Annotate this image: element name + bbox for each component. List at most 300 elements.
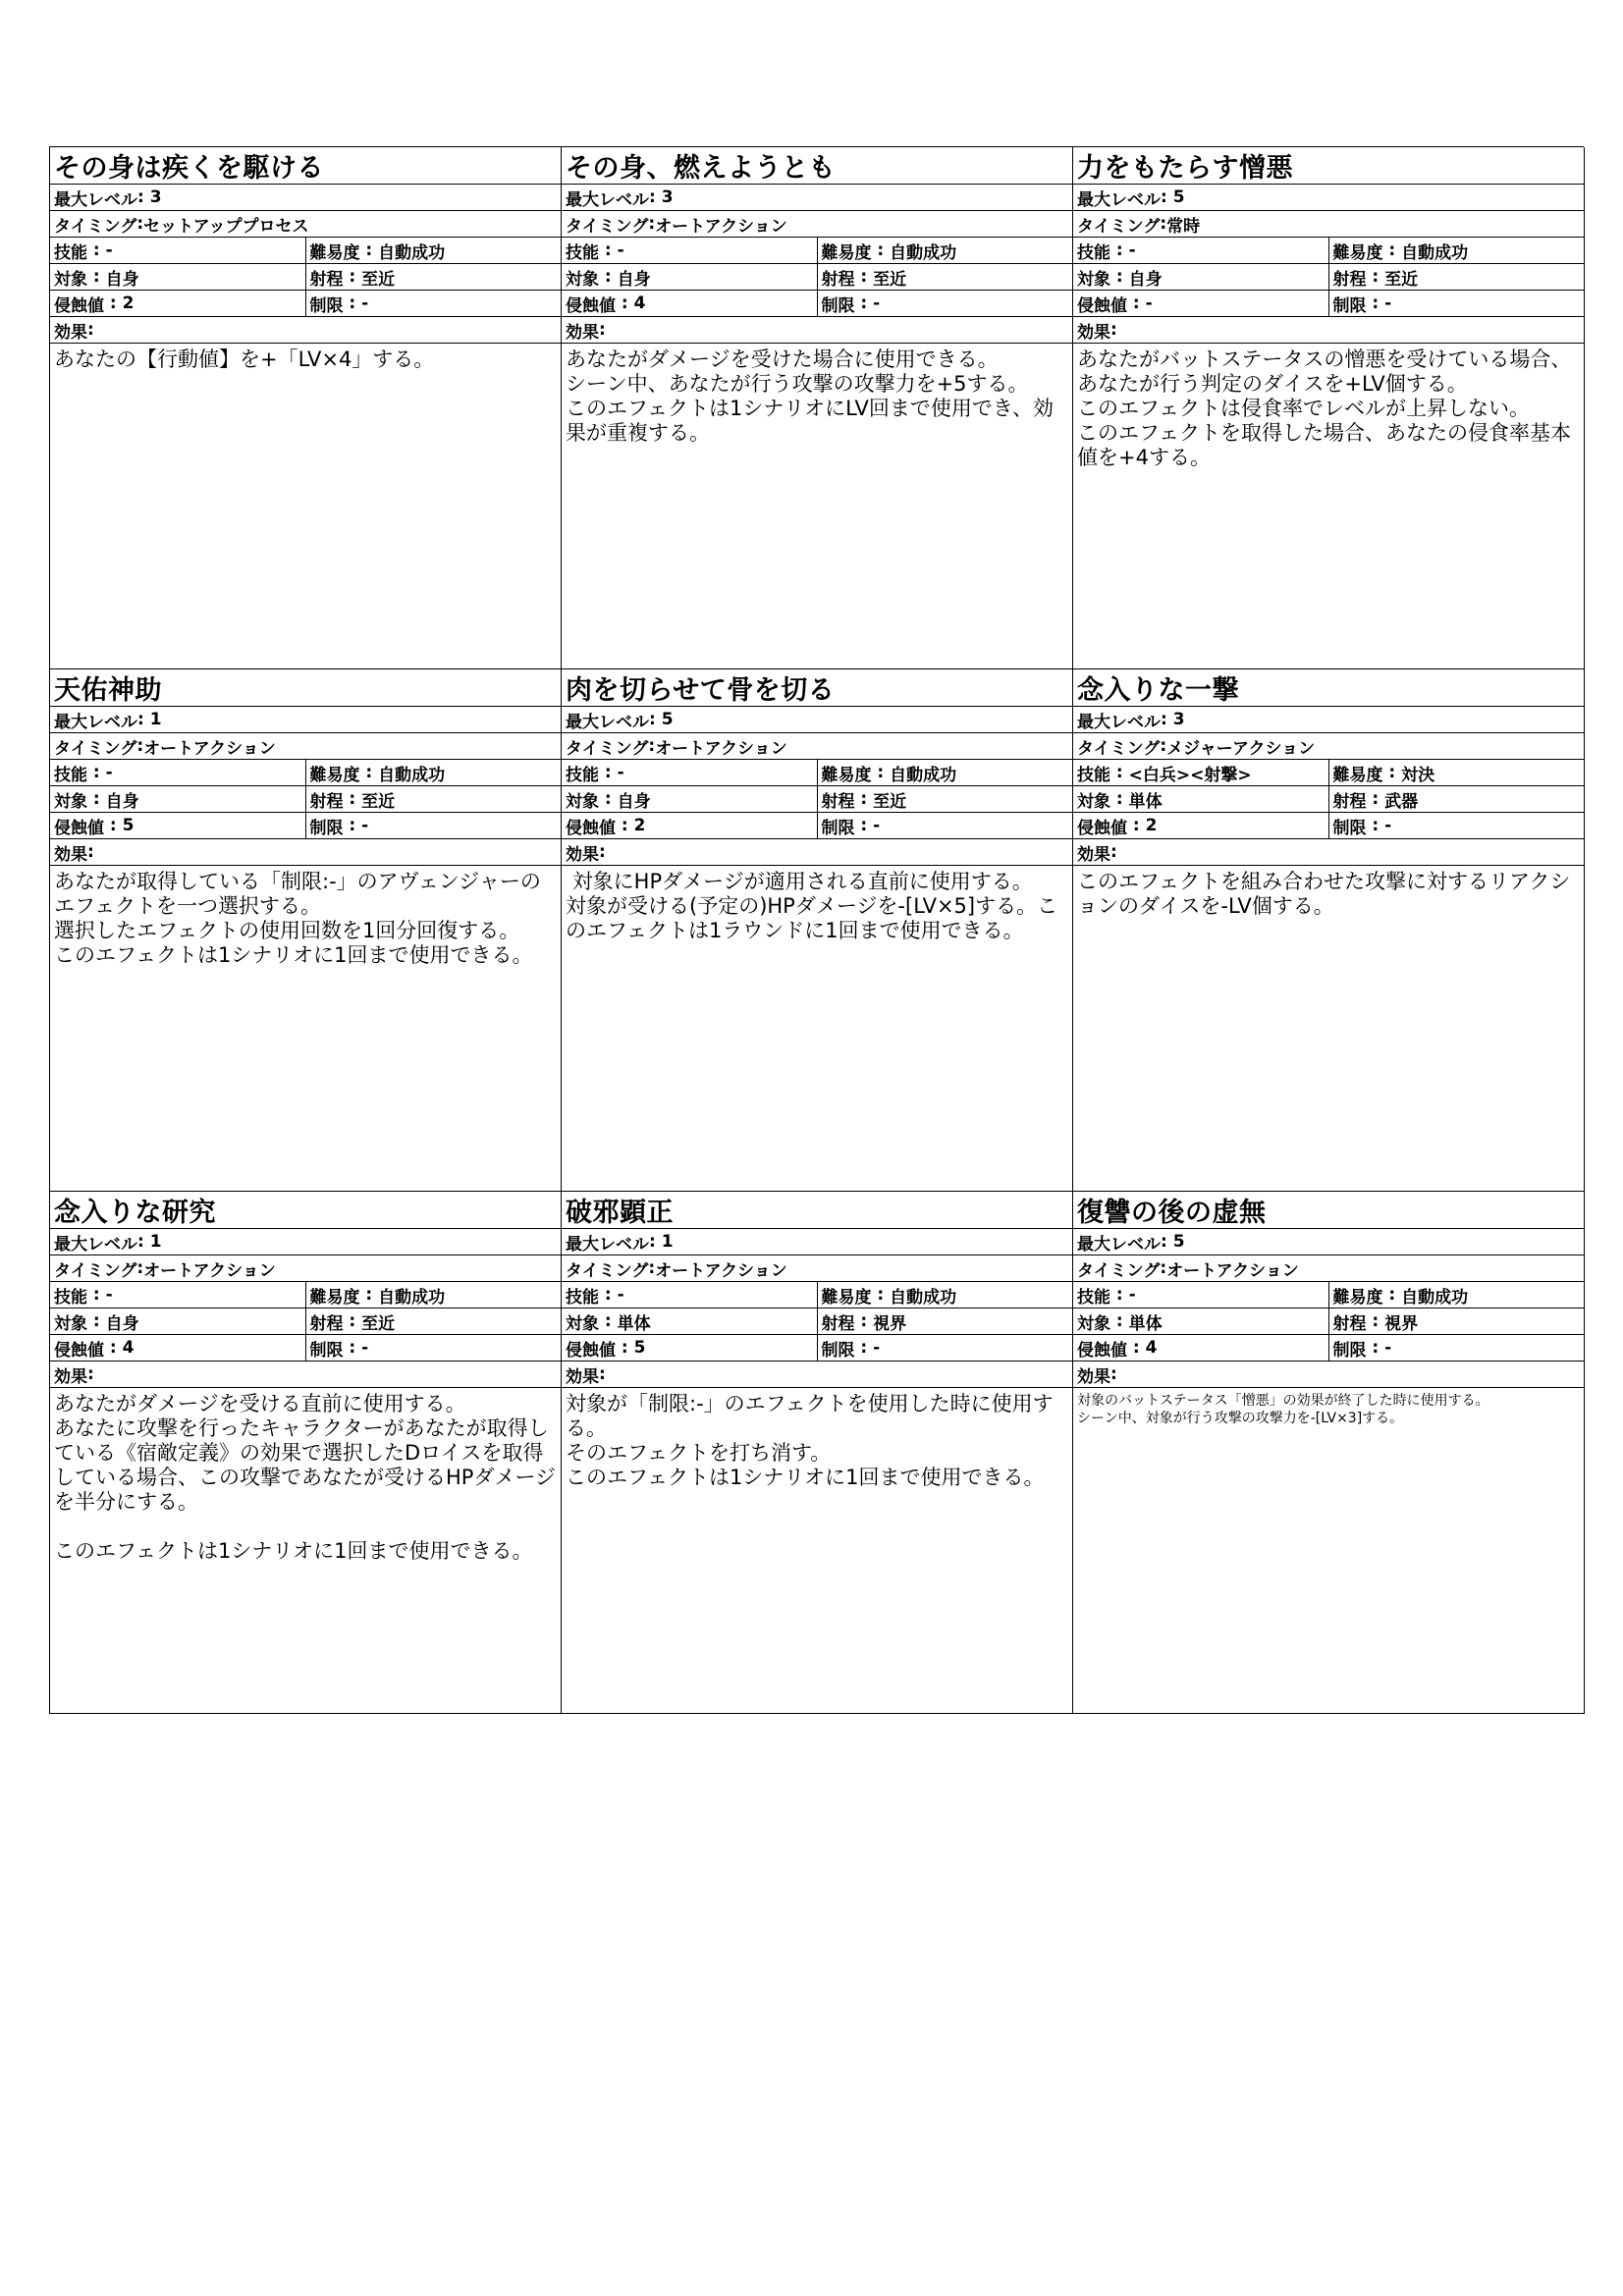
effect-card [562,1192,1073,1714]
erosion-value: 5 [633,1338,646,1358]
separator: : [343,789,362,809]
limit-label: 制限 [1332,1340,1367,1361]
timing-label: タイミング [54,216,137,237]
difficulty-cell [818,760,1073,785]
range-label: 射程 [309,791,344,812]
effect-label-row [50,317,561,344]
difficulty-value: 自動成功 [378,765,446,785]
timing-label: タイミング [54,1260,137,1281]
erosion-label: 侵蝕値 [566,1340,616,1361]
difficulty-value: 自動成功 [1401,242,1469,263]
target-cell [50,786,306,812]
separator: : [343,1338,362,1358]
limit-cell [306,291,562,316]
target-cell [1073,1308,1329,1334]
target-label: 対象 [566,1313,599,1334]
effect-label: 効果 [54,322,87,343]
separator: : [649,710,662,729]
separator: : [137,187,150,207]
erosion-cell [50,813,306,838]
separator: : [359,763,379,782]
target-cell [562,1308,818,1334]
erosion-label: 侵蝕値 [54,818,104,838]
difficulty-label: 難易度 [309,242,360,263]
erosion-value: 5 [122,816,135,835]
erosion-cell [1073,291,1329,316]
target-value: 自身 [105,1313,139,1334]
timing-row [1073,733,1584,760]
effect-label-row [562,1362,1072,1388]
timing-row [50,1255,561,1282]
target-range-row [50,786,561,813]
erosion-limit-row [562,813,1072,839]
timing-label: タイミング [1077,216,1161,237]
max-level-row [1073,185,1584,211]
erosion-label: 侵蝕値 [566,818,616,838]
timing-label: タイミング [566,216,649,237]
skill-cell [1073,1282,1329,1308]
timing-label: タイミング [566,1260,649,1281]
separator: : [1366,294,1385,313]
target-range-row [1073,1308,1584,1335]
skill-cell [50,238,306,263]
separator: : [1127,816,1146,835]
erosion-label: 侵蝕値 [566,295,616,316]
effect-text: 対象にHPダメージが適用される直前に使用する。 対象が受ける(予定の)HPダメージを-[LV×5]する。このエフェクトは1ラウンドに1回まで使用できる。 [566,870,1058,942]
separator: : [1366,267,1385,287]
separator: : [616,816,634,835]
limit-cell [818,1335,1073,1361]
effect-label: 効果 [566,844,599,865]
separator: : [1110,267,1129,287]
difficulty-cell [306,1282,562,1308]
effect-text: あなたがダメージを受ける直前に使用する。 あなたに攻撃を行ったキャラクターがあなたが取得している《宿敵定義》の効果で選択したDロイスを取得している場合、この攻撃であなたが受けるHPダメージを半分にする。 このエフェクトは1シナリオに1回まで使用できる。 [54,1392,557,1563]
range-cell [818,264,1073,290]
max-level-row [562,1229,1072,1255]
limit-label: 制限 [309,295,344,316]
difficulty-cell [306,760,562,785]
separator: : [104,1338,123,1358]
effect-label: 効果 [1077,844,1110,865]
timing-row [1073,211,1584,238]
separator: : [599,842,606,862]
skill-difficulty-row [562,1282,1072,1308]
range-value: 至近 [361,1313,396,1334]
separator: : [648,214,656,234]
max-level-label: 最大レベル [54,189,137,210]
difficulty-value: 自動成功 [1401,1287,1469,1308]
effect-name: 破邪顕正 [562,1192,1072,1229]
target-label: 対象 [1077,791,1110,812]
skill-difficulty-row [1073,760,1584,786]
effect-label-row [50,1362,561,1388]
limit-label: 制限 [309,1340,344,1361]
target-value: 単体 [1128,791,1163,812]
separator: : [1366,1338,1385,1358]
separator: : [648,1258,656,1278]
effect-label: 効果 [1077,322,1110,343]
separator: : [871,1285,891,1305]
skill-value: - [1128,1285,1136,1305]
separator: : [343,267,362,287]
separator: : [649,1232,662,1252]
range-cell [1329,264,1585,290]
skill-value: - [617,240,624,260]
separator: : [599,1311,618,1331]
skill-label: 技能 [1077,242,1110,263]
effect-name: 念入りな一撃 [1073,669,1584,707]
max-level-value: 5 [661,710,674,729]
erosion-limit-row [562,291,1072,317]
erosion-cell [1073,1335,1329,1361]
target-range-row [1073,264,1584,291]
max-level-label: 最大レベル [54,712,137,732]
timing-row [562,1255,1072,1282]
skill-difficulty-row [50,238,561,264]
limit-label: 制限 [1332,818,1367,838]
skill-label: 技能 [54,242,87,263]
erosion-limit-row [50,291,561,317]
difficulty-value: 自動成功 [890,242,957,263]
effect-card [50,1192,562,1714]
separator: : [1161,187,1173,207]
range-label: 射程 [309,269,344,290]
skill-cell [1073,760,1329,785]
separator: : [87,267,106,287]
max-level-label: 最大レベル [566,189,649,210]
erosion-limit-row [1073,291,1584,317]
skill-cell [1073,238,1329,263]
separator: : [1382,240,1402,260]
skill-label: 技能 [566,242,599,263]
timing-value: オートアクション [143,1260,276,1281]
separator: : [1366,1311,1385,1331]
effect-text: あなたの【行動値】を+「LV×4」する。 [54,347,435,371]
separator: : [854,816,874,835]
effect-label-row [1073,839,1584,866]
timing-row [562,733,1072,760]
timing-value: オートアクション [1166,1260,1299,1281]
effect-name: その身、燃えようとも [562,147,1072,185]
timing-value: オートアクション [655,216,787,237]
skill-value: - [617,763,624,782]
separator: : [1160,1258,1167,1278]
effect-text: あなたが取得している「制限:-」のアヴェンジャーのエフェクトを一つ選択する。 選択したエフェクトの使用回数を1回分回復する。 このエフェクトは1シナリオに1回まで使用できる。 [54,870,541,967]
effect-name: 天佑神助 [50,669,561,707]
effect-text: あなたがダメージを受けた場合に使用できる。 シーン中、あなたが行う攻撃の攻撃力を+5する。 このエフェクトは1シナリオにLV回まで使用でき、効果が重複する。 [566,347,1055,445]
separator: : [343,1311,362,1331]
erosion-value: 2 [122,294,135,313]
separator: : [616,294,634,313]
effect-label: 効果 [1077,1366,1110,1387]
max-level-value: 1 [149,1232,162,1252]
erosion-cell [1073,813,1329,838]
limit-cell [818,813,1073,838]
max-level-value: 3 [149,187,162,207]
max-level-label: 最大レベル [1077,712,1161,732]
separator: : [1160,214,1167,234]
target-cell [562,786,818,812]
difficulty-cell [306,238,562,263]
timing-value: セットアッププロセス [143,216,309,237]
erosion-label: 侵蝕値 [1077,1340,1127,1361]
target-label: 対象 [566,269,599,290]
erosion-value: 4 [122,1338,135,1358]
erosion-limit-row [50,1335,561,1362]
range-cell [306,1308,562,1334]
separator: : [854,267,874,287]
range-cell [818,1308,1073,1334]
target-value: 自身 [105,269,139,290]
max-level-row [1073,1229,1584,1255]
limit-value: - [361,816,369,835]
range-value: 武器 [1384,791,1419,812]
skill-label: 技能 [566,765,599,785]
separator: : [1366,789,1385,809]
max-level-label: 最大レベル [1077,1234,1161,1255]
limit-value: - [1384,294,1392,313]
target-cell [1073,786,1329,812]
separator: : [359,1285,379,1305]
limit-label: 制限 [821,1340,855,1361]
skill-difficulty-row [50,1282,561,1308]
timing-value: 常時 [1166,216,1201,237]
limit-value: - [873,1338,881,1358]
skill-label: 技能 [54,765,87,785]
erosion-label: 侵蝕値 [54,295,104,316]
max-level-row [1073,707,1584,733]
separator: : [599,789,618,809]
range-cell [818,786,1073,812]
target-label: 対象 [1077,269,1110,290]
limit-cell [1329,813,1585,838]
target-value: 単体 [617,1313,651,1334]
target-label: 対象 [566,791,599,812]
timing-row [1073,1255,1584,1282]
effect-label-row [562,839,1072,866]
separator: : [854,789,874,809]
difficulty-cell [818,1282,1073,1308]
difficulty-label: 難易度 [821,765,872,785]
difficulty-label: 難易度 [821,1287,872,1308]
effect-name: 力をもたらす憎悪 [1073,147,1584,185]
skill-value: - [1128,240,1136,260]
range-value: 至近 [873,791,907,812]
target-range-row [50,1308,561,1335]
erosion-cell [562,291,818,316]
timing-label: タイミング [54,738,137,759]
skill-value: - [105,240,113,260]
timing-value: オートアクション [143,738,276,759]
difficulty-value: 自動成功 [378,1287,446,1308]
difficulty-cell [1329,238,1585,263]
separator: : [136,736,144,756]
effect-label: 効果 [566,1366,599,1387]
timing-label: タイミング [1077,738,1161,759]
effect-label: 効果 [54,844,87,865]
limit-value: - [361,294,369,313]
erosion-limit-row [562,1335,1072,1362]
erosion-value: 2 [633,816,646,835]
limit-cell [306,1335,562,1361]
difficulty-value: 自動成功 [890,765,957,785]
separator: : [599,1285,618,1305]
separator: : [1161,1232,1173,1252]
separator: : [87,789,106,809]
difficulty-value: 自動成功 [378,242,446,263]
separator: : [599,240,618,260]
separator: : [599,1364,606,1384]
limit-cell [1329,291,1585,316]
target-range-row [562,1308,1072,1335]
target-cell [50,264,306,290]
range-label: 射程 [821,791,855,812]
range-value: 視界 [1384,1313,1419,1334]
difficulty-label: 難易度 [309,765,360,785]
separator: : [87,763,106,782]
effect-text: あなたがバットステータスの憎悪を受けている場合、あなたが行う判定のダイスを+LV個する。 このエフェクトは侵食率でレベルが上昇しない。 このエフェクトを取得した場合、あなたの侵食率基本値を+4する。 [1077,347,1572,469]
erosion-label: 侵蝕値 [54,1340,104,1361]
separator: : [1110,1364,1117,1384]
difficulty-label: 難易度 [821,242,872,263]
range-value: 至近 [1384,269,1419,290]
max-level-value: 3 [1172,710,1185,729]
erosion-cell [50,1335,306,1361]
skill-cell [562,1282,818,1308]
separator: : [599,763,618,782]
range-label: 射程 [309,1313,344,1334]
effect-name: その身は疾くを駆ける [50,147,561,185]
limit-label: 制限 [821,295,855,316]
separator: : [1110,1311,1129,1331]
max-level-row [562,707,1072,733]
range-value: 至近 [361,791,396,812]
separator: : [1110,763,1129,782]
limit-value: - [361,1338,369,1358]
difficulty-cell [1329,1282,1585,1308]
effect-label: 効果 [566,322,599,343]
skill-cell [50,1282,306,1308]
separator: : [1382,763,1402,782]
separator: : [1110,240,1129,260]
erosion-limit-row [50,813,561,839]
effect-card [562,669,1073,1192]
effect-text: 対象が「制限:-」のエフェクトを使用した時に使用する。 そのエフェクトを打ち消す。 このエフェクトは1シナリオに1回まで使用できる。 [566,1392,1054,1489]
max-level-row [562,185,1072,211]
separator: : [599,267,618,287]
difficulty-value: 対決 [1401,765,1435,785]
range-cell [1329,786,1585,812]
difficulty-cell [1329,760,1585,785]
erosion-limit-row [1073,1335,1584,1362]
separator: : [343,816,362,835]
skill-cell [50,760,306,785]
range-label: 射程 [821,269,855,290]
difficulty-label: 難易度 [1332,242,1383,263]
separator: : [359,240,379,260]
separator: : [1110,320,1117,340]
range-cell [306,264,562,290]
skill-difficulty-row [50,760,561,786]
separator: : [616,1338,634,1358]
target-range-row [562,264,1072,291]
skill-label: 技能 [1077,1287,1110,1308]
erosion-value: 2 [1145,816,1158,835]
separator: : [1127,1338,1146,1358]
skill-difficulty-row [1073,1282,1584,1308]
target-range-row [1073,786,1584,813]
effect-label-row [50,839,561,866]
separator: : [87,1285,106,1305]
range-label: 射程 [1332,269,1367,290]
max-level-value: 5 [1172,187,1185,207]
effect-label: 効果 [54,1366,87,1387]
max-level-row [50,185,561,211]
separator: : [1161,710,1173,729]
erosion-cell [50,291,306,316]
separator: : [1110,789,1129,809]
max-level-value: 1 [149,710,162,729]
effect-card [1073,147,1585,669]
separator: : [1110,842,1117,862]
separator: : [854,294,874,313]
range-cell [1329,1308,1585,1334]
separator: : [648,736,656,756]
effect-card-grid [49,146,1584,1714]
erosion-label: 侵蝕値 [1077,295,1127,316]
limit-cell [1329,1335,1585,1361]
effect-card [562,147,1073,669]
timing-value: メジャーアクション [1166,738,1316,759]
target-cell [1073,264,1329,290]
effect-text: 対象のバットステータス「憎悪」の効果が終了した時に使用する。 シーン中、対象が行う攻撃の攻撃力を-[LV×3]する。 [1077,1393,1489,1426]
target-label: 対象 [54,791,87,812]
limit-cell [306,813,562,838]
target-cell [562,264,818,290]
skill-label: 技能 [1077,765,1110,785]
target-label: 対象 [54,269,87,290]
target-value: 自身 [617,791,651,812]
max-level-row [50,1229,561,1255]
separator: : [87,1364,94,1384]
max-level-label: 最大レベル [1077,189,1161,210]
effect-label-row [1073,317,1584,344]
timing-row [50,733,561,760]
erosion-limit-row [1073,813,1584,839]
max-level-value: 1 [661,1232,674,1252]
difficulty-label: 難易度 [309,1287,360,1308]
separator: : [137,710,150,729]
erosion-value: 4 [633,294,646,313]
separator: : [136,1258,144,1278]
separator: : [1382,1285,1402,1305]
separator: : [854,1311,874,1331]
difficulty-label: 難易度 [1332,765,1383,785]
target-value: 自身 [105,791,139,812]
effect-text: このエフェクトを組み合わせた攻撃に対するリアクションのダイスを-LV個する。 [1077,870,1571,918]
timing-row [50,211,561,238]
limit-cell [818,291,1073,316]
target-label: 対象 [54,1313,87,1334]
max-level-value: 3 [661,187,674,207]
limit-value: - [873,294,881,313]
difficulty-label: 難易度 [1332,1287,1383,1308]
separator: : [1127,294,1146,313]
separator: : [871,763,891,782]
limit-label: 制限 [821,818,855,838]
target-value: 自身 [1128,269,1163,290]
limit-value: - [1384,1338,1392,1358]
